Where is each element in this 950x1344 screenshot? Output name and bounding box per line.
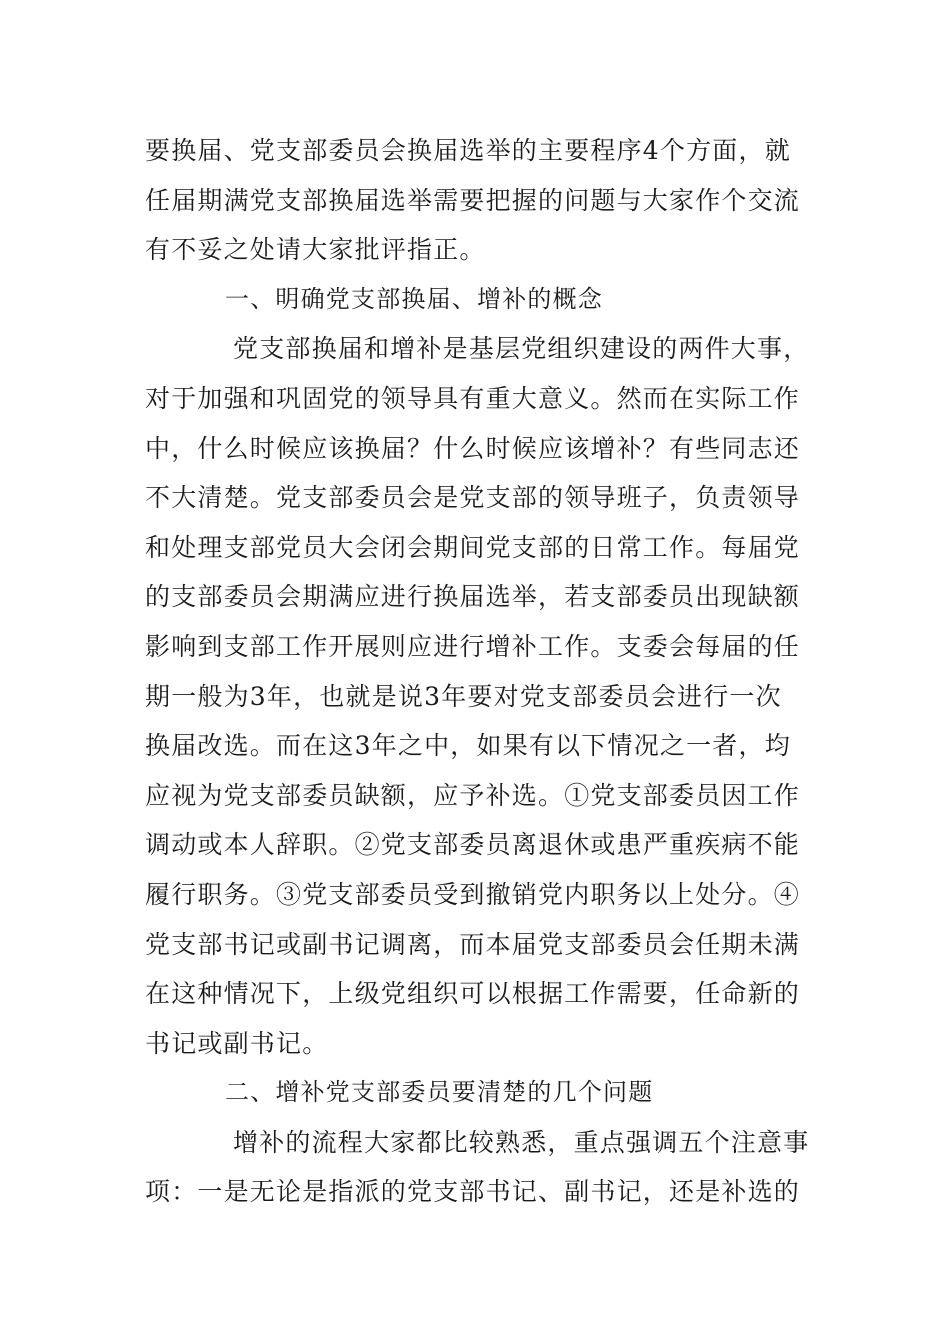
body-line: 在这种情况下，上级党组织可以根据工作需要，任命新的: [145, 979, 801, 1009]
body-line: 要换届、党支部委员会换届选举的主要程序4个方面，就: [145, 136, 791, 165]
body-line: 对于加强和巩固党的领导具有重大意义。然而在实际工作: [145, 383, 801, 413]
paragraph-first-line: 增补的流程大家都比较熟悉，重点强调五个注意事: [233, 1127, 810, 1157]
body-line: 期一般为3年，也就是说3年要对党支部委员会进行一次: [145, 681, 782, 711]
body-line: 调动或本人辞职。②党支部委员离退休或患严重疾病不能: [145, 830, 801, 860]
body-line: 应视为党支部委员缺额，应予补选。①党支部委员因工作: [145, 780, 801, 810]
body-line: 影响到支部工作开展则应进行增补工作。支委会每届的任: [145, 631, 801, 661]
body-line: 的支部委员会期满应进行换届选举，若支部委员出现缺额: [145, 582, 801, 612]
body-line: 和处理支部党员大会闭会期间党支部的日常工作。每届党: [145, 532, 801, 562]
body-line: 有不妥之处请大家批评指正。: [145, 235, 486, 265]
body-line: 项：一是无论是指派的党支部书记、副书记，还是补选的: [145, 1177, 801, 1207]
section-heading-2: 二、增补党支部委员要清楚的几个问题: [225, 1078, 654, 1107]
body-line: 任届期满党支部换届选举需要把握的问题与大家作个交流: [145, 185, 801, 215]
paragraph-first-line: 党支部换届和增补是基层党组织建设的两件大事，: [233, 334, 810, 364]
section-heading-1: 一、明确党支部换届、增补的概念: [225, 284, 603, 313]
body-line: 书记或副书记。: [145, 1028, 329, 1058]
body-line: 不大清楚。党支部委员会是党支部的领导班子，负责领导: [145, 483, 801, 513]
document-body: [145, 126, 810, 1217]
body-line: 履行职务。③党支部委员受到撤销党内职务以上处分。④: [145, 879, 801, 909]
body-line: 中，什么时候应该换届？什么时候应该增补？有些同志还: [145, 433, 801, 463]
body-line: 换届改选。而在这3年之中，如果有以下情况之一者，均: [145, 731, 791, 761]
body-line: 党支部书记或副书记调离，而本届党支部委员会任期未满: [145, 929, 801, 959]
